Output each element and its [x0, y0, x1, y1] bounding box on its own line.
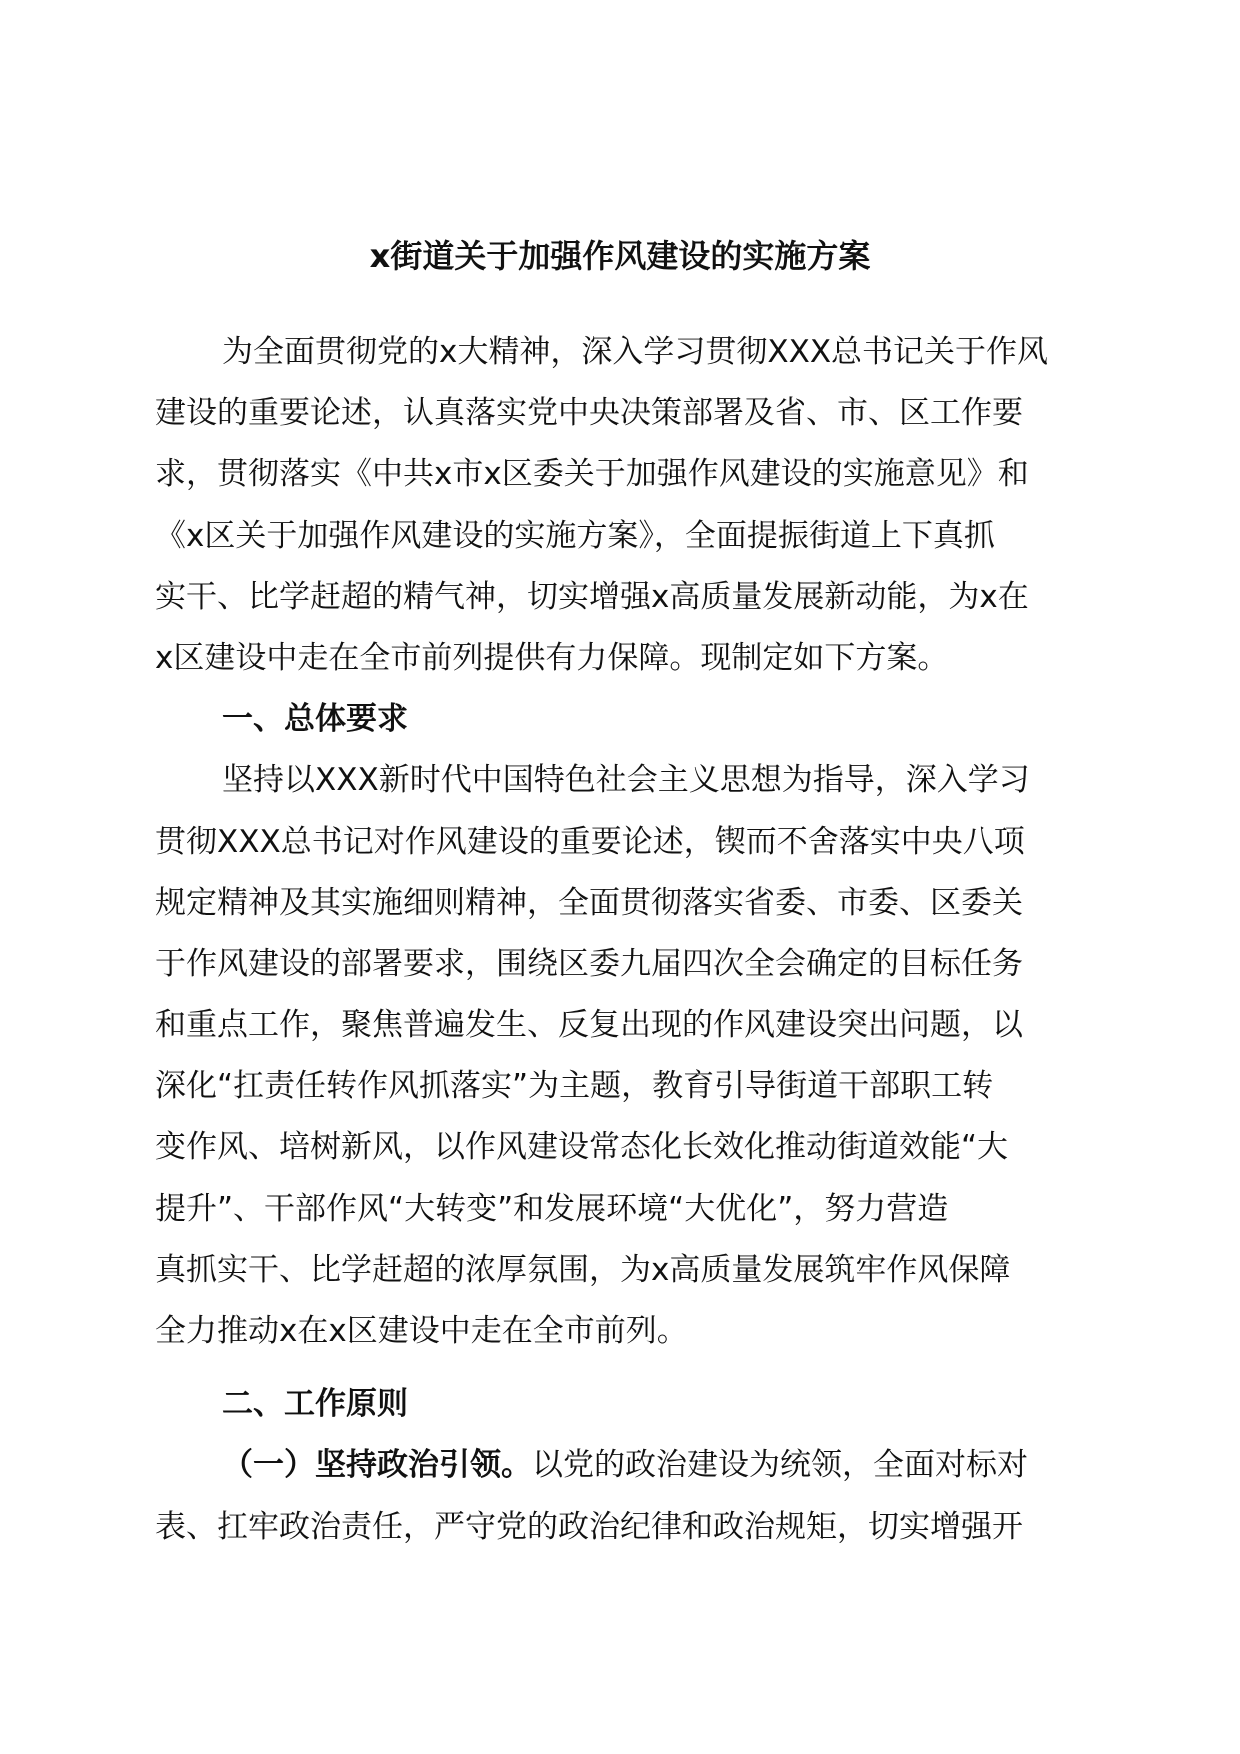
- section1-line: 真抓实干、比学赶超的浓厚氛围，为x高质量发展筑牢作风保障: [155, 1251, 1011, 1288]
- intro-line: 实干、比学赶超的精气神，切实增强x高质量发展新动能，为x在: [155, 578, 1029, 615]
- section1-line: 于作风建设的部署要求，围绕区委九届四次全会确定的目标任务: [155, 945, 1023, 982]
- section1-line: 全力推动x在x区建设中走在全市前列。: [155, 1313, 688, 1349]
- intro-line: 《x区关于加强作风建设的实施方案》，全面提振街道上下真抓: [155, 517, 995, 554]
- section1-line: 变作风、培树新风，以作风建设常态化长效化推动街道效能“大: [155, 1129, 1009, 1166]
- intro-line: 为全面贯彻党的x大精神，深入学习贯彻XXX总书记关于作风: [222, 334, 1049, 370]
- principle1-line: 表、扛牢政治责任，严守党的政治纪律和政治规矩，切实增强开: [155, 1508, 1023, 1545]
- section1-line: 坚持以XXX新时代中国特色社会主义思想为指导，深入学习: [222, 762, 1030, 799]
- document-body: [155, 322, 1105, 1558]
- section1-line: 提升”、干部作风“大转变”和发展环境“大优化”，努力营造: [155, 1190, 949, 1227]
- section1-line: 和重点工作，聚焦普遍发生、反复出现的作风建设突出问题，以: [155, 1007, 1023, 1044]
- principle1-line: [155, 1435, 1105, 1496]
- principle1-text: 以党的政治建设为统领，全面对标对: [532, 1447, 1028, 1484]
- paragraph-gap: [155, 1362, 1105, 1374]
- section1-line: 规定精神及其实施细则精神，全面贯彻落实省委、市委、区委关: [155, 884, 1023, 921]
- intro-line: 建设的重要论述，认真落实党中央决策部署及省、市、区工作要: [155, 395, 1023, 432]
- section-heading-work-principles: 二、工作原则: [222, 1386, 408, 1423]
- section1-line: 贯彻XXX总书记对作风建设的重要论述，锲而不舍落实中央八项: [155, 823, 1025, 860]
- section-heading-general-requirements: 一、总体要求: [222, 701, 408, 738]
- intro-line: 求，贯彻落实《中共x市x区委关于加强作风建设的实施意见》和: [155, 456, 1029, 493]
- principle1-heading: （一）坚持政治引领。: [222, 1447, 532, 1484]
- intro-line: x区建设中走在全市前列提供有力保障。现制定如下方案。: [155, 639, 949, 676]
- section1-line: 深化“扛责任转作风抓落实”为主题，教育引导街道干部职工转: [155, 1068, 994, 1105]
- document-title: x街道关于加强作风建设的实施方案: [369, 237, 871, 275]
